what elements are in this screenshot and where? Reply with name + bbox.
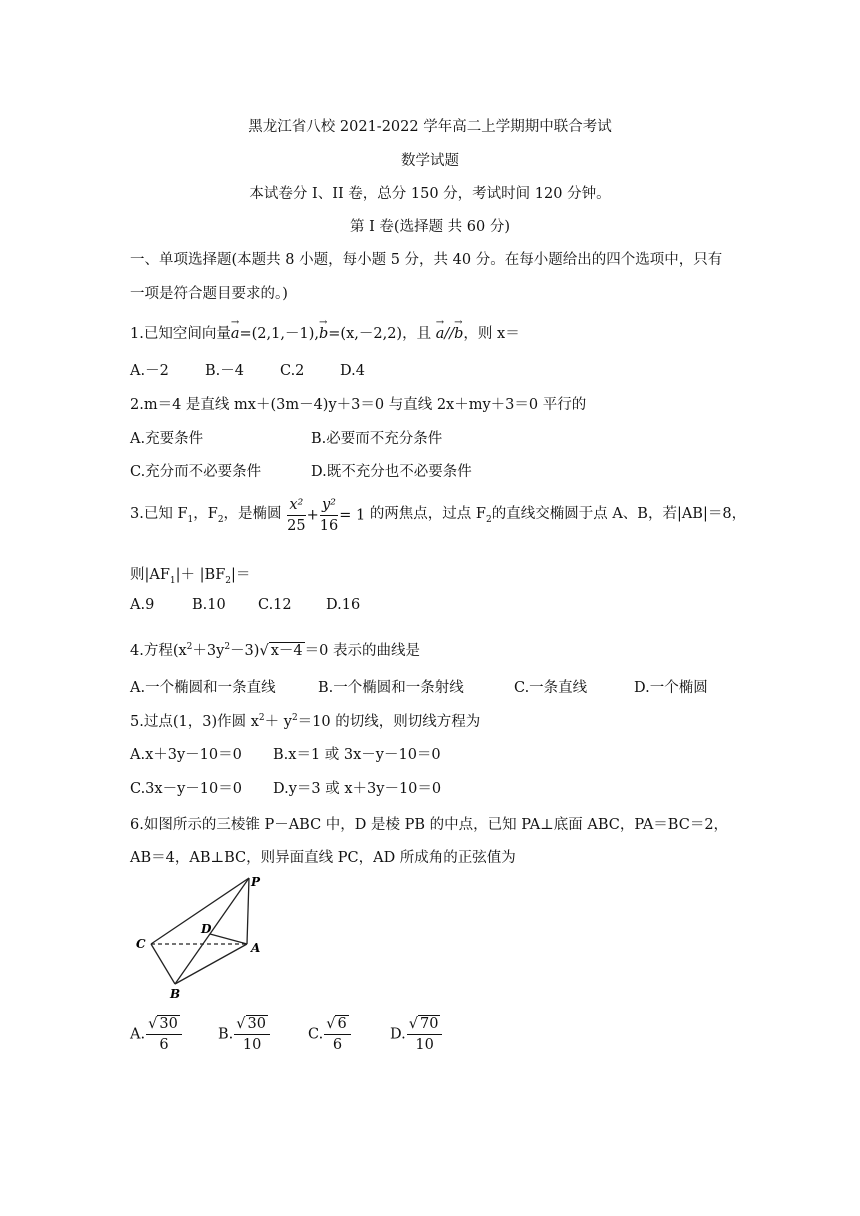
edge-cp (151, 878, 249, 944)
q3-option-d: D.16 (326, 597, 361, 613)
q6-option-a-rad: 30 (159, 1016, 178, 1032)
ellipse-plus: + (306, 507, 319, 524)
q3-mid2: ，是椭圆 (223, 505, 282, 522)
q6-option-c-frac (324, 1017, 350, 1052)
question-6-line2: AB＝4，AB⊥BC，则异面直线 PC，AD 所成角的正弦值为 (130, 850, 516, 866)
q1-option-c: C.2 (280, 363, 305, 379)
q5-option-c: C.3x－y－10＝0 (130, 781, 242, 797)
q6-option-c-num (324, 1017, 350, 1035)
q6-option-b-letter: B. (218, 1026, 234, 1043)
q3-line2-mid: |＋ |BF (175, 567, 226, 583)
q6-option-b-rad: 30 (247, 1016, 266, 1032)
q4-pre: 4.方程(x (130, 643, 187, 659)
q3-option-c: C.12 (258, 597, 292, 613)
frac-y-den: 16 (319, 517, 339, 534)
part-heading: 第 I 卷(选择题 共 60 分) (349, 219, 511, 235)
sqrt-symbol: √ (326, 1016, 336, 1032)
q3-sub4: 1 (169, 575, 176, 586)
q6-option-c-rad: 6 (337, 1016, 347, 1032)
q6-option-a-letter: A. (130, 1026, 146, 1043)
question-3-stem (130, 498, 746, 533)
q2-option-d: D.既不充分也不必要条件 (311, 464, 472, 480)
label-a: A (251, 941, 261, 955)
q5-mid: ＋ y (264, 714, 292, 730)
q1-option-d: D.4 (340, 363, 365, 379)
q6-option-d-den: 10 (415, 1036, 434, 1053)
q4-sup2: 2 (224, 642, 231, 653)
ellipse-fraction-y (320, 498, 338, 533)
q3-option-a: A.9 (130, 597, 155, 613)
edge-cb (151, 944, 175, 984)
q2-option-a: A.充要条件 (130, 431, 204, 447)
vector-a-parallel: → a (436, 326, 445, 342)
edge-ba (175, 944, 247, 984)
q4-post: ＝0 表示的曲线是 (304, 643, 420, 659)
q3-sub1: 1 (187, 514, 194, 525)
q4-mid2: －3) (230, 643, 260, 659)
q3-sub3: 2 (485, 514, 492, 525)
edge-pa (247, 878, 249, 944)
q3-post2: 的直线交椭圆于点 A、B，若|AB|＝8， (491, 505, 747, 522)
question-6-options (130, 1017, 443, 1052)
exam-title: 黑龙江省八校 2021-2022 学年高二上学期期中联合考试 (248, 119, 612, 135)
q1-post: ，则 x＝ (463, 326, 520, 342)
question-5-stem (130, 710, 480, 731)
q6-option-b-num (234, 1017, 270, 1035)
sqrt-symbol: √ (236, 1016, 246, 1032)
q5-option-d: D.y＝3 或 x＋3y－10＝0 (273, 781, 442, 797)
q6-option-c-den: 6 (332, 1036, 343, 1053)
q5-option-b: B.x＝1 或 3x－y－10＝0 (273, 747, 441, 763)
label-b: B (170, 987, 181, 1001)
edge-bp (175, 878, 249, 984)
question-2-stem: 2.m＝4 是直线 mx＋(3m－4)y＋3＝0 与直线 2x＋my＋3＝0 平行的 (130, 397, 587, 413)
q6-option-d-frac (407, 1017, 443, 1052)
q6-option-a (130, 1017, 218, 1052)
q5-pre: 5.过点(1，3)作圆 x (130, 714, 259, 730)
sqrt-symbol: √ (148, 1016, 158, 1032)
question-4-stem (130, 639, 420, 660)
q2-option-b: B.必要而不充分条件 (311, 431, 443, 447)
q5-sup1: 2 (258, 713, 265, 724)
frac-x-num: x² (287, 498, 305, 516)
q5-sup2: 2 (291, 713, 298, 724)
frac-y-num: y² (320, 498, 338, 516)
tetrahedron-figure (130, 870, 280, 1005)
q5-post: ＝10 的切线，则切线方程为 (297, 714, 481, 730)
q6-option-b-den: 10 (242, 1036, 262, 1053)
q4-option-d: D.一个椭圆 (634, 680, 708, 696)
q3-line2-pre: 则|AF (130, 567, 170, 583)
section-instructions-line1: 一、单项选择题(本题共 8 小题，每小题 5 分，共 40 分。在每小题给出的四个选项中，只有 (130, 252, 723, 268)
q3-sub5: 2 (225, 575, 231, 586)
q6-option-b-frac (234, 1017, 270, 1052)
q3-pre: 3.已知 F (130, 505, 188, 522)
q6-option-d-rad: 70 (419, 1016, 439, 1032)
vector-b-parallel: → b (454, 326, 463, 342)
question-6-line1: 6.如图所示的三棱锥 P－ABC 中，D 是棱 PB 的中点，已知 PA⊥底面 ABC，PA＝BC＝2， (130, 817, 729, 833)
vector-b: → b (319, 326, 328, 342)
q1-a-value: =(2,1,－1), (239, 326, 319, 342)
q3-option-b: B.10 (192, 597, 226, 613)
q3-line2-post: |＝ (231, 567, 251, 583)
question-3-line2 (130, 563, 250, 586)
q4-option-c: C.一条直线 (514, 680, 588, 696)
q1-pre: 1.已知空间向量 (130, 326, 231, 342)
q6-option-a-num (146, 1017, 182, 1035)
q6-option-b (218, 1017, 308, 1052)
q4-mid1: ＋3y (192, 643, 225, 659)
vector-a: → a (231, 326, 240, 342)
q6-option-c-letter: C. (308, 1026, 324, 1043)
sqrt-argument: x－4 (270, 643, 303, 659)
q6-option-a-frac (146, 1017, 182, 1052)
q4-option-b: B.一个椭圆和一条射线 (318, 680, 464, 696)
q3-mid1: ，F (193, 505, 218, 522)
q4-sup1: 2 (186, 642, 193, 653)
ellipse-eq: = 1 (339, 507, 366, 524)
segment-da (210, 934, 247, 944)
q1-option-a: A.－2 (130, 363, 169, 379)
q2-option-c: C.充分而不必要条件 (130, 464, 262, 480)
parallel-symbol: // (444, 326, 455, 342)
label-c: C (136, 937, 146, 951)
q6-option-d-num (407, 1017, 443, 1035)
q3-sub2: 2 (217, 514, 224, 525)
question-1-options (130, 359, 365, 380)
section-instructions-line2: 一项是符合题目要求的。) (130, 286, 288, 302)
q4-option-a: A.一个椭圆和一条直线 (130, 680, 276, 696)
q1-option-b: B.－4 (205, 363, 244, 379)
q6-option-c (308, 1017, 390, 1052)
ellipse-fraction-x (287, 498, 305, 533)
exam-info: 本试卷分 I、II 卷，总分 150 分，考试时间 120 分钟。 (249, 186, 611, 202)
question-3-options (130, 597, 360, 613)
q6-option-a-den: 6 (159, 1036, 169, 1053)
q5-option-a: A.x＋3y－10＝0 (130, 747, 242, 763)
label-d: D (201, 922, 212, 936)
q6-option-d (390, 1017, 443, 1052)
frac-x-den: 25 (287, 517, 306, 534)
q1-b-value: =(x,－2,2)，且 (328, 326, 432, 342)
question-1-stem (130, 322, 520, 343)
sqrt-symbol: √ (408, 1016, 418, 1032)
exam-subject: 数学试题 (401, 153, 459, 169)
sqrt-symbol: √ (259, 643, 269, 659)
q3-post1: 的两焦点，过点 F (369, 505, 486, 522)
q6-option-d-letter: D. (390, 1026, 406, 1043)
label-p: P (251, 875, 261, 889)
sqrt-expression (259, 639, 304, 660)
